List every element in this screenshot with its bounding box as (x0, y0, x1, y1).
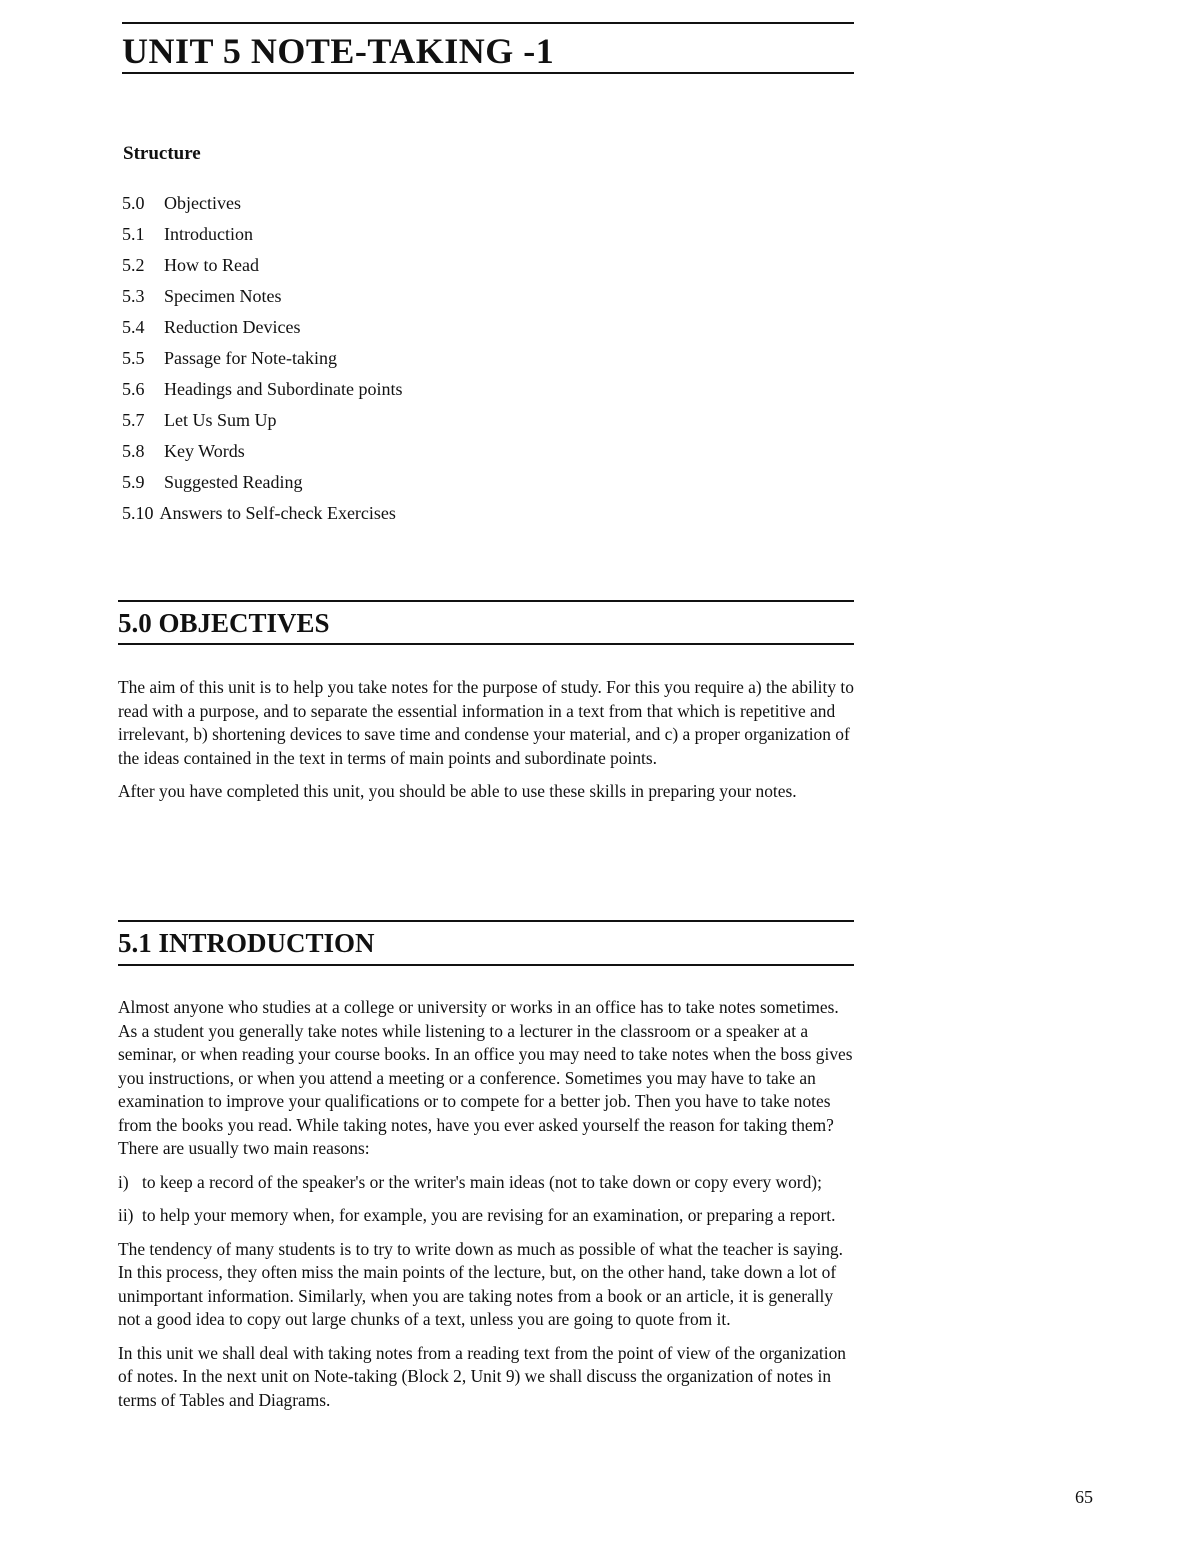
introduction-text (118, 996, 856, 1422)
introduction-heading: 5.1 INTRODUCTION (118, 928, 375, 958)
introduction-paragraph: The tendency of many students is to try to write down as much as possible of what the teacher is saying. In this process, they often miss the main points of the lecture, but, on the other hand, take down a lot of unimportant information. Similarly, when you are taking notes from a book or an article, it is generally not a good idea to copy out large chunks of a text, unless you are going to quote from it. (118, 1238, 843, 1329)
objectives-paragraph: The aim of this unit is to help you take notes for the purpose of study. For this you require a) the ability to read with a purpose, and to separate the essential information in a text from that which is repetitive and irrelevant, b) shortening devices to save time and condense your material, and c) a proper organization of the ideas contained in the text in terms of main points and subordinate points. (118, 677, 854, 768)
introduction-paragraph: In this unit we shall deal with taking notes from a reading text from the point of view of the organization of notes. In the next unit on Note-taking (Block 2, Unit 9) we shall discuss the organization of notes in terms of Tables and Diagrams. (118, 1342, 846, 1410)
structure-item-number: 5.8 (122, 441, 145, 461)
structure-item (122, 438, 402, 469)
structure-item-number: 5.3 (122, 286, 145, 306)
structure-item-number: 5.5 (122, 348, 145, 368)
structure-item-number: 5.7 (122, 410, 145, 430)
structure-item (122, 314, 402, 345)
structure-item-number: 5.2 (122, 255, 145, 275)
reason-text: to help your memory when, for example, you are revising for an examination, or preparing a report. (142, 1205, 836, 1225)
structure-item-label: Let Us Sum Up (164, 410, 277, 430)
introduction-paragraph: Almost anyone who studies at a college or university or works in an office has to take notes sometimes. As a student you generally take notes while listening to a lecturer in the classroom or a speaker at a seminar, or when reading your course books. In an office you may need to take notes when the boss gives you instructions, or when you attend a meeting or a conference. Sometimes you may have to take an examination to improve your qualifications or to compete for a better job. Then you have to take notes from the books you read. While taking notes, have you ever asked yourself the reason for taking them? There are usually two main reasons: (118, 997, 853, 1158)
structure-item-label: Headings and Subordinate points (164, 379, 403, 399)
structure-item-label: Answers to Self-check Exercises (159, 503, 396, 523)
structure-list (122, 190, 402, 531)
structure-item-number: 5.1 (122, 224, 145, 244)
structure-item-label: Introduction (164, 224, 253, 244)
structure-item-label: Suggested Reading (164, 472, 303, 492)
objectives-paragraph: After you have completed this unit, you should be able to use these skills in preparing your notes. (118, 781, 797, 801)
title-top-rule (122, 22, 854, 24)
introduction-top-rule (118, 920, 854, 922)
objectives-top-rule (118, 600, 854, 602)
structure-item-label: Passage for Note-taking (164, 348, 337, 368)
structure-item (122, 283, 402, 314)
structure-item-label: Key Words (164, 441, 245, 461)
structure-item-number: 5.6 (122, 379, 145, 399)
structure-item-number: 5.10 (122, 503, 154, 523)
title-bottom-rule (122, 72, 854, 74)
structure-item (122, 376, 402, 407)
reason-list-item (118, 1204, 856, 1228)
structure-item (122, 500, 402, 531)
structure-item (122, 221, 402, 252)
introduction-bottom-rule (118, 964, 854, 966)
unit-title: UNIT 5 NOTE-TAKING -1 (122, 31, 555, 71)
reason-text: to keep a record of the speaker's or the writer's main ideas (not to take down or copy every word); (142, 1171, 822, 1192)
objectives-heading: 5.0 OBJECTIVES (118, 608, 330, 638)
structure-label: Structure (123, 143, 201, 164)
structure-item-label: Specimen Notes (164, 286, 282, 306)
structure-item (122, 345, 402, 376)
reason-list-item (118, 1171, 856, 1195)
structure-item (122, 407, 402, 438)
structure-item-number: 5.4 (122, 317, 145, 337)
reason-marker: ii) (118, 1205, 134, 1225)
structure-item-label: Reduction Devices (164, 317, 301, 337)
structure-item (122, 190, 402, 221)
page-number: 65 (1075, 1487, 1093, 1507)
objectives-bottom-rule (118, 643, 854, 645)
structure-item-label: Objectives (164, 193, 241, 213)
structure-item-number: 5.0 (122, 193, 145, 213)
objectives-text (118, 676, 856, 814)
reason-marker: i) (118, 1171, 129, 1192)
structure-item-label: How to Read (164, 255, 259, 275)
structure-item (122, 252, 402, 283)
structure-item-number: 5.9 (122, 472, 145, 492)
structure-item (122, 469, 402, 500)
